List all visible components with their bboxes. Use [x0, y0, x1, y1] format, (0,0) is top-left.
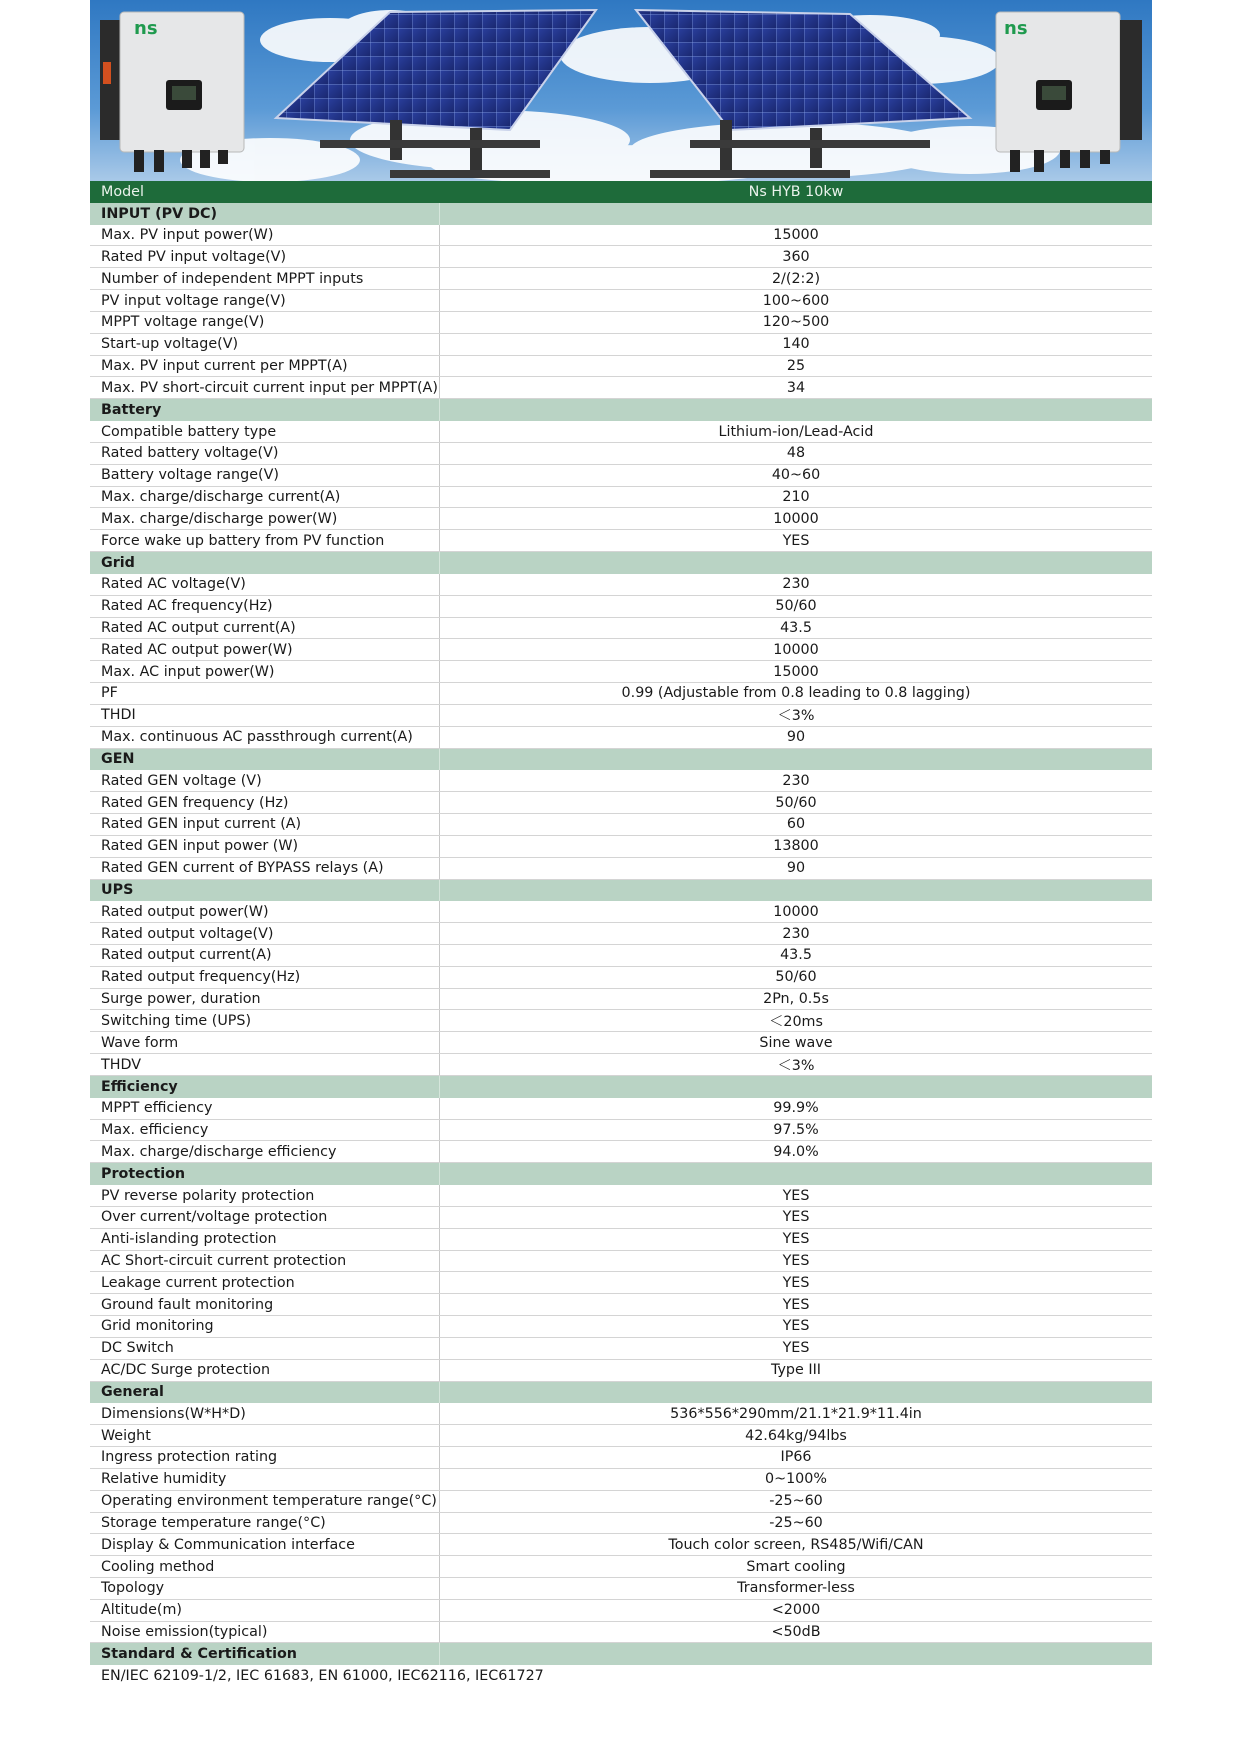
- spec-row: [90, 421, 1152, 443]
- spec-value: 10000: [773, 903, 819, 920]
- spec-row: [90, 989, 1152, 1011]
- spec-label: Rated AC output current(A): [90, 618, 440, 639]
- spec-row: [90, 1513, 1152, 1535]
- spec-label: DC Switch: [90, 1338, 440, 1359]
- spec-value: ＜3%: [777, 1057, 815, 1074]
- spec-value: 230: [782, 576, 810, 593]
- spec-row: [90, 1010, 1152, 1032]
- spec-label: Ground fault monitoring: [90, 1294, 440, 1315]
- spec-value: 50/60: [775, 598, 817, 615]
- section-header: [90, 203, 1152, 225]
- spec-row: [90, 1032, 1152, 1054]
- spec-row: [90, 814, 1152, 836]
- table-header-row: [90, 181, 1152, 203]
- spec-row: [90, 246, 1152, 268]
- spec-value: 50/60: [775, 794, 817, 811]
- spec-value: 90: [786, 860, 806, 877]
- spec-value: 140: [782, 336, 810, 353]
- spec-row: [90, 1251, 1152, 1273]
- spec-label: Storage temperature range(°C): [90, 1513, 440, 1534]
- spec-label: Rated output current(A): [90, 945, 440, 966]
- spec-label: Cooling method: [90, 1556, 440, 1577]
- section-header: [90, 399, 1152, 421]
- section-title: Standard & Certification: [90, 1643, 440, 1665]
- spec-label: Operating environment temperature range(°C): [90, 1491, 440, 1512]
- section-title: Efficiency: [90, 1076, 440, 1098]
- spec-value: 2Pn, 0.5s: [763, 991, 829, 1008]
- model-value: Ns HYB 10kw: [748, 183, 844, 200]
- spec-label: Rated AC output power(W): [90, 639, 440, 660]
- spec-label: Weight: [90, 1425, 440, 1446]
- spec-label: Leakage current protection: [90, 1272, 440, 1293]
- spec-row: [90, 683, 1152, 705]
- spec-value: YES: [782, 1187, 810, 1204]
- spec-label: Dimensions(W*H*D): [90, 1403, 440, 1424]
- spec-value: 15000: [773, 227, 819, 244]
- section-title: Battery: [90, 399, 440, 421]
- spec-label: PV reverse polarity protection: [90, 1185, 440, 1206]
- spec-row: [90, 1185, 1152, 1207]
- spec-label: Wave form: [90, 1032, 440, 1053]
- spec-label: Battery voltage range(V): [90, 465, 440, 486]
- spec-row: [90, 1338, 1152, 1360]
- spec-value: 43.5: [780, 619, 812, 636]
- spec-label: Max. PV input current per MPPT(A): [90, 356, 440, 377]
- spec-row: [90, 1141, 1152, 1163]
- section-title: Protection: [90, 1163, 440, 1185]
- spec-value: 360: [782, 248, 810, 265]
- spec-value: -25~60: [769, 1514, 823, 1531]
- spec-row: [90, 618, 1152, 640]
- spec-label: AC Short-circuit current protection: [90, 1251, 440, 1272]
- model-label: Model: [101, 183, 144, 200]
- spec-label: Rated output power(W): [90, 901, 440, 922]
- spec-row: [90, 465, 1152, 487]
- spec-sections: [90, 203, 1152, 1644]
- spec-row: [90, 1469, 1152, 1491]
- spec-row: [90, 705, 1152, 727]
- spec-row: [90, 1600, 1152, 1622]
- spec-row: [90, 945, 1152, 967]
- spec-value: 34: [786, 379, 806, 396]
- spec-row: [90, 1491, 1152, 1513]
- spec-row: [90, 1360, 1152, 1382]
- spec-label: Rated AC voltage(V): [90, 574, 440, 595]
- spec-value: YES: [782, 1340, 810, 1357]
- spec-label: Display & Communication interface: [90, 1534, 440, 1555]
- spec-row: [90, 508, 1152, 530]
- spec-value: 230: [782, 925, 810, 942]
- spec-row: [90, 1120, 1152, 1142]
- spec-label: Rated output frequency(Hz): [90, 967, 440, 988]
- spec-value: 10000: [773, 641, 819, 658]
- spec-label: MPPT voltage range(V): [90, 312, 440, 333]
- spec-label: THDV: [90, 1054, 440, 1075]
- spec-label: Compatible battery type: [90, 421, 440, 442]
- spec-value: 99.9%: [773, 1100, 819, 1117]
- spec-value: 43.5: [780, 947, 812, 964]
- spec-value: 48: [786, 445, 806, 462]
- spec-value: 42.64kg/94lbs: [745, 1427, 847, 1444]
- spec-value: 90: [786, 729, 806, 746]
- spec-value: <2000: [771, 1602, 821, 1619]
- spec-value: YES: [782, 1274, 810, 1291]
- spec-value: YES: [782, 1318, 810, 1335]
- spec-label: Max. continuous AC passthrough current(A): [90, 727, 440, 748]
- spec-value: -25~60: [769, 1493, 823, 1510]
- spec-row: [90, 901, 1152, 923]
- spec-row: [90, 770, 1152, 792]
- spec-label: Start-up voltage(V): [90, 334, 440, 355]
- spec-value: 50/60: [775, 969, 817, 986]
- spec-label: Max. efficiency: [90, 1120, 440, 1141]
- spec-value: Smart cooling: [746, 1558, 846, 1575]
- spec-label: AC/DC Surge protection: [90, 1360, 440, 1381]
- section-header: [90, 1382, 1152, 1404]
- section-header: [90, 749, 1152, 771]
- spec-row: [90, 792, 1152, 814]
- spec-label: THDI: [90, 705, 440, 726]
- spec-row: [90, 1316, 1152, 1338]
- spec-value: 13800: [773, 838, 819, 855]
- spec-value: Sine wave: [759, 1034, 833, 1051]
- spec-value: 230: [782, 772, 810, 789]
- spec-row: [90, 443, 1152, 465]
- spec-row: [90, 1578, 1152, 1600]
- spec-value: Transformer-less: [737, 1580, 855, 1597]
- spec-row: [90, 1207, 1152, 1229]
- spec-value: 94.0%: [773, 1143, 819, 1160]
- spec-row: [90, 1425, 1152, 1447]
- spec-label: Rated GEN input current (A): [90, 814, 440, 835]
- spec-label: MPPT efficiency: [90, 1098, 440, 1119]
- section-header: [90, 880, 1152, 902]
- spec-value: YES: [782, 1209, 810, 1226]
- spec-row: [90, 1556, 1152, 1578]
- spec-row: [90, 1098, 1152, 1120]
- spec-value: 15000: [773, 663, 819, 680]
- spec-value: 10000: [773, 510, 819, 527]
- section-title: UPS: [90, 880, 440, 902]
- spec-label: Over current/voltage protection: [90, 1207, 440, 1228]
- section-header-certification: [90, 1643, 1152, 1665]
- spec-value: 100~600: [762, 292, 830, 309]
- product-banner: [90, 0, 1152, 181]
- spec-label: Anti-islanding protection: [90, 1229, 440, 1250]
- spec-row: [90, 1294, 1152, 1316]
- spec-label: Ingress protection rating: [90, 1447, 440, 1468]
- section-header: [90, 1163, 1152, 1185]
- spec-row: [90, 268, 1152, 290]
- spec-value: 40~60: [771, 467, 821, 484]
- spec-row: [90, 1534, 1152, 1556]
- spec-label: Rated GEN voltage (V): [90, 770, 440, 791]
- spec-label: Force wake up battery from PV function: [90, 530, 440, 551]
- spec-label: Rated GEN input power (W): [90, 836, 440, 857]
- spec-label: Rated GEN frequency (Hz): [90, 792, 440, 813]
- certification-text: EN/IEC 62109-1/2, IEC 61683, EN 61000, IEC62116, IEC61727: [101, 1668, 544, 1685]
- spec-value: <50dB: [771, 1624, 821, 1641]
- spec-label: Rated battery voltage(V): [90, 443, 440, 464]
- spec-value: IP66: [780, 1449, 812, 1466]
- spec-row: [90, 377, 1152, 399]
- spec-value: YES: [782, 1296, 810, 1313]
- spec-value: 536*556*290mm/21.1*21.9*11.4in: [670, 1405, 922, 1422]
- section-title: Grid: [90, 552, 440, 574]
- spec-row: [90, 836, 1152, 858]
- inverter-right: [996, 12, 1142, 172]
- spec-label: PF: [90, 683, 440, 704]
- spec-label: Noise emission(typical): [90, 1622, 440, 1643]
- spec-label: Max. charge/discharge efficiency: [90, 1141, 440, 1162]
- spec-row: [90, 530, 1152, 552]
- spec-label: Max. PV short-circuit current input per MPPT(A): [90, 377, 440, 398]
- spec-value: 120~500: [762, 314, 830, 331]
- spec-row: [90, 487, 1152, 509]
- spec-row: [90, 727, 1152, 749]
- section-title: INPUT (PV DC): [90, 203, 440, 225]
- banner-image: [90, 0, 1152, 181]
- spec-label: Max. charge/discharge power(W): [90, 508, 440, 529]
- spec-label: Max. charge/discharge current(A): [90, 487, 440, 508]
- spec-row: [90, 225, 1152, 247]
- spec-value: 0.99 (Adjustable from 0.8 leading to 0.8 lagging): [621, 685, 971, 702]
- spec-label: Rated GEN current of BYPASS relays (A): [90, 858, 440, 879]
- inverter-left: [100, 12, 244, 172]
- spec-row: [90, 639, 1152, 661]
- section-title: GEN: [90, 749, 440, 771]
- spec-row: [90, 312, 1152, 334]
- spec-row: [90, 574, 1152, 596]
- spec-row: [90, 1054, 1152, 1076]
- spec-value: Lithium-ion/Lead-Acid: [718, 423, 874, 440]
- spec-value: 210: [782, 489, 810, 505]
- spec-row: [90, 967, 1152, 989]
- spec-value: YES: [782, 1231, 810, 1248]
- spec-label: Relative humidity: [90, 1469, 440, 1490]
- spec-value: Touch color screen, RS485/Wifi/CAN: [668, 1536, 924, 1553]
- spec-row: [90, 1272, 1152, 1294]
- spec-label: Grid monitoring: [90, 1316, 440, 1337]
- spec-row: [90, 596, 1152, 618]
- spec-row: [90, 1229, 1152, 1251]
- spec-value: 97.5%: [773, 1122, 819, 1139]
- spec-value: YES: [782, 1252, 810, 1269]
- certification-row: [90, 1665, 1152, 1687]
- spec-value: 2/(2:2): [771, 270, 821, 287]
- section-header: [90, 552, 1152, 574]
- spec-label: Max. AC input power(W): [90, 661, 440, 682]
- spec-label: Switching time (UPS): [90, 1010, 440, 1031]
- spec-label: Number of independent MPPT inputs: [90, 268, 440, 289]
- spec-sheet: [90, 0, 1152, 1687]
- spec-label: Rated PV input voltage(V): [90, 246, 440, 267]
- section-header: [90, 1076, 1152, 1098]
- spec-row: [90, 1622, 1152, 1644]
- spec-row: [90, 356, 1152, 378]
- spec-row: [90, 290, 1152, 312]
- section-title: General: [90, 1382, 440, 1404]
- spec-table: [90, 181, 1152, 1687]
- spec-label: Max. PV input power(W): [90, 225, 440, 246]
- spec-row: [90, 1403, 1152, 1425]
- spec-value: 60: [786, 816, 806, 833]
- spec-value: ＜3%: [777, 708, 815, 725]
- spec-value: YES: [782, 532, 810, 549]
- spec-value: Type III: [770, 1362, 822, 1379]
- spec-value: 0~100%: [765, 1471, 827, 1488]
- spec-label: PV input voltage range(V): [90, 290, 440, 311]
- spec-row: [90, 661, 1152, 683]
- spec-label: Altitude(m): [90, 1600, 440, 1621]
- spec-label: Rated output voltage(V): [90, 923, 440, 944]
- spec-row: [90, 334, 1152, 356]
- logo-text-right: ns: [1004, 18, 1028, 39]
- logo-text-left: ns: [134, 18, 158, 39]
- spec-label: Surge power, duration: [90, 989, 440, 1010]
- spec-label: Topology: [90, 1578, 440, 1599]
- spec-row: [90, 1447, 1152, 1469]
- spec-label: Rated AC frequency(Hz): [90, 596, 440, 617]
- spec-row: [90, 858, 1152, 880]
- spec-value: ＜20ms: [769, 1013, 823, 1030]
- spec-row: [90, 923, 1152, 945]
- spec-value: 25: [786, 358, 806, 375]
